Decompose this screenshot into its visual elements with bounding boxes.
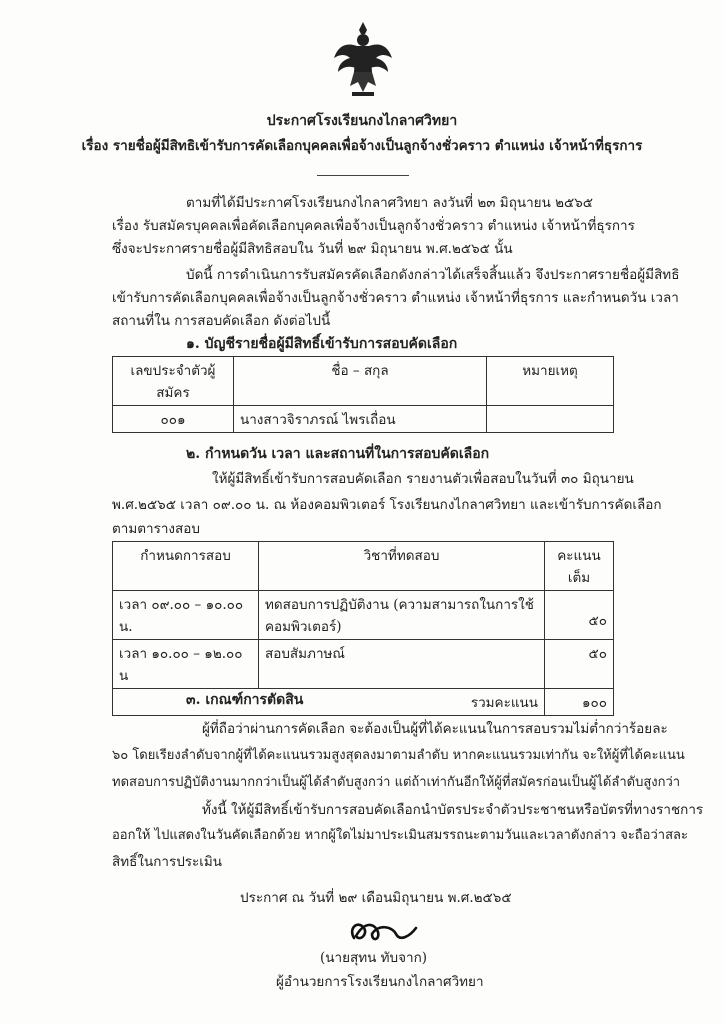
table-row bbox=[113, 406, 614, 433]
candidate-id: ๐๐๑ bbox=[113, 406, 234, 433]
column-header: กำหนดการสอบ bbox=[113, 542, 259, 591]
document-subject: เรื่อง รายชื่อผู้มีสิทธิเข้ารับการคัดเลือกบุคคลเพื่อจ้างเป็นลูกจ้างชั่วคราว ตำแหน่ง เจ้าหน้าที่ธุรการ bbox=[81, 138, 643, 154]
section3-line: ผู้ที่ถือว่าผ่านการคัดเลือก จะต้องเป็นผู้ที่ได้คะแนนในการสอบรวมไม่ต่ำกว่าร้อยละ bbox=[202, 721, 668, 737]
section3-heading: ๓. เกณฑ์การตัดสิน bbox=[186, 692, 304, 708]
section2-line: ตามตารางสอบ bbox=[112, 521, 200, 537]
intro-line: บัดนี้ การดำเนินการรับสมัครคัดเลือกดังกล่าวได้เสร็จสิ้นแล้ว จึงประกาศรายชื่อผู้มีสิทธิ bbox=[186, 267, 680, 283]
column-header: ชื่อ – สกุล bbox=[234, 357, 487, 406]
section3-line: ทดสอบการปฏิบัติงานมากกว่าเป็นผู้ได้ลำดับสูงกว่า แต่ถ้าเท่ากันอีกให้ผู้ที่สมัครก่อนเป็นผู้ได้ลำดับสูงกว่า bbox=[112, 775, 681, 790]
total-value: ๑๐๐ bbox=[545, 689, 614, 716]
signer-title: ผู้อำนวยการโรงเรียนกงไกลาศวิทยา bbox=[276, 974, 484, 990]
table-row bbox=[113, 591, 614, 640]
column-header: วิชาที่ทดสอบ bbox=[259, 542, 545, 591]
table-header-row bbox=[113, 542, 614, 591]
exam-time: เวลา ๐๙.๐๐ – ๑๐.๐๐ น. bbox=[113, 591, 259, 640]
table-header-row bbox=[113, 357, 614, 406]
announcement-date: ประกาศ ณ วันที่ ๒๙ เดือนมิถุนายน พ.ศ.๒๕๖๕ bbox=[240, 890, 512, 906]
candidates-table bbox=[112, 356, 614, 433]
exam-subject-line: คอมพิวเตอร์) bbox=[265, 619, 342, 635]
section2-heading: ๒. กำหนดวัน เวลา และสถานที่ในการสอบคัดเลือก bbox=[186, 446, 490, 462]
column-header: คะแนนเต็ม bbox=[545, 542, 614, 591]
garuda-emblem bbox=[332, 20, 394, 100]
intro-line: สถานที่ใน การสอบคัดเลือก ดังต่อไปนี้ bbox=[112, 313, 331, 329]
section1-heading: ๑. บัญชีรายชื่อผู้มีสิทธิ์เข้ารับการสอบคัดเลือก bbox=[186, 336, 458, 352]
candidate-name: นางสาวจิราภรณ์ ไพรเถื่อน bbox=[234, 406, 487, 433]
intro-line: ซึ่งจะประกาศรายชื่อผู้มีสิทธิสอบใน วันที่ ๒๙ มิถุนายน พ.ศ.๒๕๖๕ นั้น bbox=[112, 241, 513, 257]
exam-subject-line: ทดสอบการปฏิบัติงาน (ความสามารถในการใช้ bbox=[265, 597, 534, 613]
intro-line: ตามที่ได้มีประกาศโรงเรียนกงไกลาศวิทยา ลงวันที่ ๒๓ มิถุนายน ๒๕๖๕ bbox=[186, 195, 594, 211]
section2-line: ให้ผู้มีสิทธิ์เข้ารับการสอบคัดเลือก รายงานตัวเพื่อสอบในวันที่ ๓๐ มิถุนายน bbox=[212, 471, 634, 487]
column-header: หมายเหตุ bbox=[487, 357, 614, 406]
exam-score: ๕๐ bbox=[545, 591, 614, 640]
candidate-note bbox=[487, 406, 614, 433]
intro-line: เรื่อง รับสมัครบุคคลเพื่อคัดเลือกบุคคลเพื่อจ้างเป็นลูกจ้างชั่วคราว ตำแหน่ง เจ้าหน้าที่ธุรการ bbox=[112, 218, 635, 234]
exam-subject bbox=[259, 591, 545, 640]
exam-score: ๕๐ bbox=[545, 640, 614, 689]
section2-line: พ.ศ.๒๕๖๕ เวลา ๐๙.๐๐ น. ณ ห้องคอมพิวเตอร์ โรงเรียนกงไกลาศวิทยา และเข้ารับการคัดเลือก bbox=[112, 497, 662, 513]
exam-time: เวลา ๑๐.๐๐ – ๑๒.๐๐ น bbox=[113, 640, 259, 689]
total-label: รวมคะแนน bbox=[113, 689, 545, 716]
section3-line: สิทธิ์ในการประเมิน bbox=[112, 854, 223, 870]
column-header: เลขประจำตัวผู้สมัคร bbox=[113, 357, 234, 406]
section3-line: ออกให้ ไปแสดงในวันคัดเลือกด้วย หากผู้ใดไม่มาประเมินสมรรถนะตามวันและเวลาดังกล่าว จะถือว่าสละ bbox=[112, 828, 688, 843]
signer-name: (นายสุทน ทับจาก) bbox=[320, 950, 428, 966]
section3-line: ทั้งนี้ ให้ผู้มีสิทธิ์เข้ารับการสอบคัดเลือกนำบัตรประจำตัวประชาชนหรือบัตรที่ทางราชการ bbox=[202, 802, 704, 818]
exam-subject: สอบสัมภาษณ์ bbox=[259, 640, 545, 689]
table-row bbox=[113, 640, 614, 689]
document-title: ประกาศโรงเรียนกงไกลาศวิทยา bbox=[266, 113, 458, 129]
title-divider bbox=[317, 175, 409, 176]
section3-line: ๖๐ โดยเรียงลำดับจากผู้ที่ได้คะแนนรวมสูงสุดลงมาตามลำดับ หากคะแนนรวมเท่ากัน จะให้ผู้ที่ได้คะแนน bbox=[112, 748, 685, 763]
intro-line: เข้ารับการคัดเลือกบุคคลเพื่อจ้างเป็นลูกจ้างชั่วคราว ตำแหน่ง เจ้าหน้าที่ธุรการ และกำหนดวัน เวลา bbox=[112, 290, 679, 306]
